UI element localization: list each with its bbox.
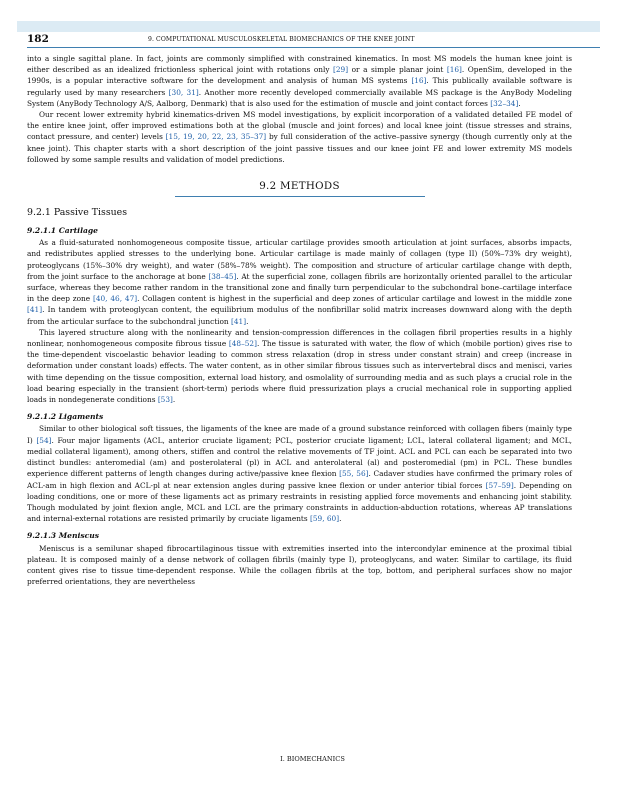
page-number: 182 <box>27 33 49 45</box>
body-text: by full consideration of the active–passive synergy (though currently only at the knee joint). This chapter starts with a short description of the joint passive tissues and our knee joint FE and lower extremity MS models followed by some sample results and validation of model predictions. <box>27 132 572 164</box>
header-rule <box>27 47 600 48</box>
citation-link[interactable]: [32–34] <box>490 98 519 108</box>
citation-link[interactable]: [15, 19, 20, 22, 23, 35–37] <box>165 132 267 142</box>
methods-rule <box>175 196 425 197</box>
citation-link[interactable]: [53] <box>157 395 173 405</box>
body-text: . <box>518 98 521 108</box>
header-band <box>17 21 600 32</box>
subsection-heading-cartilage: 9.2.1.1 Cartilage <box>27 226 99 236</box>
body-text: into a single sagittal plane. In fact, joints are commonly simplified with constrained kinematics. In most MS models the human knee joint is either described as an idealized frictionless spherical joint with rotations only <box>27 54 572 75</box>
citation-link[interactable]: [59, 60] <box>310 514 340 524</box>
subsection-heading-meniscus: 9.2.1.3 Meniscus <box>27 531 100 541</box>
citation-link[interactable]: [40, 46, 47] <box>92 294 138 304</box>
body-text: Meniscus is a semilunar shaped fibrocartilaginous tissue with extremities inserted into the intercondylar eminence at the proximal tibial plateau. It is composed mainly of a dense network of collagen fibrils (mainly type I), proteoglycans, and water. Similar to cartilage, its fluid content gives rise to tissue time-dependent response. While the collagen fibrils at the top, bottom, and peripheral surfaces show no major preferred orientations, they are nevertheless <box>27 543 572 587</box>
body-text: . In tandem with proteoglycan content, the equilibrium modulus of the nonfibrillar solid matrix increases downward along with the depth from the articular surface to the subchondral junction <box>27 305 572 326</box>
meniscus-paragraph <box>27 543 572 588</box>
citation-link[interactable]: [16] <box>446 65 462 75</box>
subsection-heading-ligaments: 9.2.1.2 Ligaments <box>27 412 104 422</box>
body-text: . <box>339 514 342 524</box>
citation-link[interactable]: [38–45] <box>208 271 237 281</box>
ligaments-paragraph <box>27 423 572 524</box>
running-head: 9. COMPUTATIONAL MUSCULOSKELETAL BIOMECHANICS OF THE KNEE JOINT <box>148 36 415 43</box>
citation-link[interactable]: [48–52] <box>228 339 257 349</box>
body-text: This layered structure along with the nonlinearity and tension-compression differences in the collagen fibril properties results in a highly nonlinear, nonhomogeneous composite fibrous tissue <box>27 327 572 349</box>
body-text: . <box>246 316 249 326</box>
cartilage-paragraph <box>27 237 572 327</box>
body-text: Similar to other biological soft tissues, the ligaments of the knee are made of a ground substance reinforced with collagen fibers (mainly type I) <box>27 424 572 445</box>
citation-link[interactable]: [41] <box>27 305 43 315</box>
citation-link[interactable]: [30, 31] <box>168 87 199 97</box>
body-text: Our recent lower extremity hybrid kinematics-driven MS model investigations, by explicit incorporation of a validated detailed FE model of the entire knee joint, offer improved estimations both at the global (muscle and joint forces) and local knee joint (tissue stresses and strains, contact pressure, and center) levels <box>27 110 572 142</box>
intro-paragraph <box>27 109 572 165</box>
body-text: . At the superficial zone, collagen fibrils are horizontally oriented parallel to the articular surface, whereas they become rather random in the transitional zone and finally turn perpendicular to the subchondral bone–cartilage interface in the deep zone <box>27 271 572 304</box>
body-text: . The tissue is saturated with water, the flow of which (mobile portion) gives rise to the time-dependent viscoelastic behavior leading to common stress relaxation (drop in stress under constant strain) and creep (increase in deformation under constant loads) effects. The water content, as in other similar fibrous tissues such as intervertebral discs and menisci, varies with time depending on the tissue composition, external load history, and osmolality of surrounding media and as such plays a crucial role in the load bearing especially in the transient (short-term) periods where fluid pressurization plays a crucial mechanical role in supporting applied loads in nondegenerate conditions <box>27 339 572 405</box>
body-text: . Cadaver studies have confirmed the primary roles of ACL-am in high flexion and ACL-pl at near extension angles during passive knee flexion or under anterior tibial forces <box>27 469 572 490</box>
section-heading: 9.2.1 Passive Tissues <box>27 207 128 219</box>
citation-link[interactable]: [29] <box>333 65 349 75</box>
body-text: . Depending on loading conditions, one or more of these ligaments act as primary restraints in resisting applied force movements and enhancing joint stability. Though modulated by joint flexion angle, MCL and LCL are the primary constraints in adduction-abduction rotations, whereas AP translations and internal-external rotations are resisted primarily by cruciate ligaments <box>27 480 572 524</box>
intro-paragraph <box>27 53 572 109</box>
body-text: . Another more recently developed commercially available MS package is the AnyBody Modeling System (AnyBody Technology A/S, Aalborg, Denmark) that is also used for the estimation of muscle and joint contact forces <box>27 87 573 108</box>
citation-link[interactable]: [41] <box>230 316 247 326</box>
body-text: . Collagen content is highest in the superficial and deep zones of articular cartilage and lowest in the middle zone <box>137 294 572 304</box>
footer-text: I. BIOMECHANICS <box>280 755 345 763</box>
body-text: . OpenSim, developed in the 1990s, is a popular interactive software for the development and analysis of human MS systems <box>27 65 572 86</box>
body-text: . This publically available software is regularly used by many researchers <box>27 76 572 97</box>
body-text: As a fluid-saturated nonhomogeneous composite tissue, articular cartilage provides smooth articulation at joint surfaces, absorbs impacts, and redistributes applied stresses to the underlying bone. Articular cartilage is made mainly of collagen (type II) (50%–73% dry weight), proteoglycans (15%–30% dry weight), and water (58%–78% weight). The composition and structure of articular cartilage change with depth, from the joint surface to the anchorage at bone <box>27 238 572 281</box>
citation-link[interactable]: [55, 56] <box>339 469 369 479</box>
citation-link[interactable]: [57–59] <box>485 480 514 490</box>
methods-heading: 9.2 METHODS <box>259 180 340 193</box>
body-text: . <box>172 395 176 405</box>
body-text: or a simple planar joint <box>348 65 447 75</box>
page-body <box>27 53 572 587</box>
cartilage-paragraph <box>27 327 572 405</box>
citation-link[interactable]: [54] <box>36 435 52 445</box>
citation-link[interactable]: [16] <box>411 76 427 86</box>
body-text: . Four major ligaments (ACL, anterior cruciate ligament; PCL, posterior cruciate ligament; LCL, lateral collateral ligament; and MCL, medial collateral ligament), among others, stiffen and control the relative movements of TF joint. ACL and PCL can each be separated into two distinct bundles: anteromedial (am) and posterolateral (pl) in ACL and anterolateral (al) and posteromedial (pm) in PCL. These bundles experience different patterns of length changes during active/passive knee flexion <box>27 435 572 479</box>
